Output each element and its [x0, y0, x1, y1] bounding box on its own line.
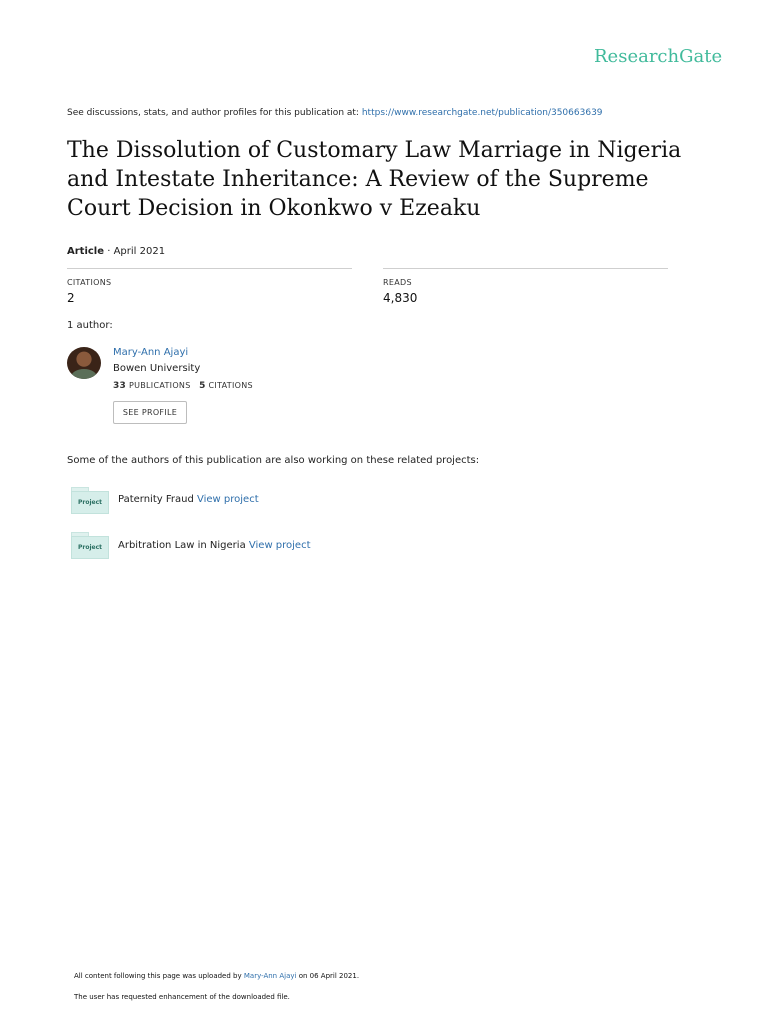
upload-notice [74, 972, 359, 980]
see-profile-button[interactable]: SEE PROFILE [113, 401, 187, 424]
discussion-text: See discussions, stats, and author profiles for this publication at: [67, 108, 359, 118]
view-project-link[interactable]: View project [197, 494, 259, 505]
avatar-shoulders [71, 369, 97, 379]
author-name-link[interactable]: Mary-Ann Ajayi [113, 347, 189, 358]
citations-value: 2 [67, 291, 75, 305]
project-name: Paternity Fraud [118, 494, 194, 505]
publications-count: 33 [113, 381, 127, 391]
view-project-link[interactable]: View project [248, 540, 311, 551]
project-item [118, 540, 311, 551]
meta-separator: · [104, 246, 114, 257]
authors-heading: 1 author: [67, 320, 113, 331]
project-folder-icon [69, 487, 107, 513]
publication-type: Article [67, 246, 105, 257]
reads-value: 4,830 [383, 291, 418, 305]
citations-label: CITATIONS [67, 278, 112, 287]
project-folder-icon [69, 532, 107, 558]
discussion-line [67, 108, 603, 118]
publications-label: PUBLICATIONS [128, 381, 191, 390]
publication-meta [67, 246, 165, 257]
publication-date: April 2021 [113, 246, 166, 257]
publication-title: The Dissolution of Customary Law Marriage in Nigeria and Intestate Inheritance: A Review of the Supreme Court Decision in Okonkwo v Ezeaku [67, 138, 682, 221]
upload-suffix: on 06 April 2021. [298, 972, 360, 980]
enhancement-notice: The user has requested enhancement of the downloaded file. [74, 993, 290, 1001]
reads-label: READS [383, 278, 412, 287]
project-name: Arbitration Law in Nigeria [118, 540, 246, 551]
author-citations-count: 5 [199, 381, 206, 391]
upload-prefix: All content following this page was uploaded by [74, 972, 242, 980]
reads-divider [383, 268, 668, 269]
author-counts [113, 381, 253, 391]
uploader-link[interactable]: Mary-Ann Ajayi [243, 972, 297, 980]
researchgate-logo[interactable]: ResearchGate [594, 46, 723, 67]
publication-url-link[interactable]: https://www.researchgate.net/publication/350663639 [361, 108, 603, 118]
project-icon-label: Project [71, 491, 109, 514]
author-avatar[interactable] [67, 347, 101, 379]
author-citations-label: CITATIONS [208, 381, 253, 390]
citations-divider [67, 268, 352, 269]
project-item [118, 494, 259, 505]
related-projects-heading: Some of the authors of this publication are also working on these related projects: [67, 455, 480, 466]
author-affiliation: Bowen University [113, 363, 201, 374]
project-icon-label: Project [71, 536, 109, 559]
